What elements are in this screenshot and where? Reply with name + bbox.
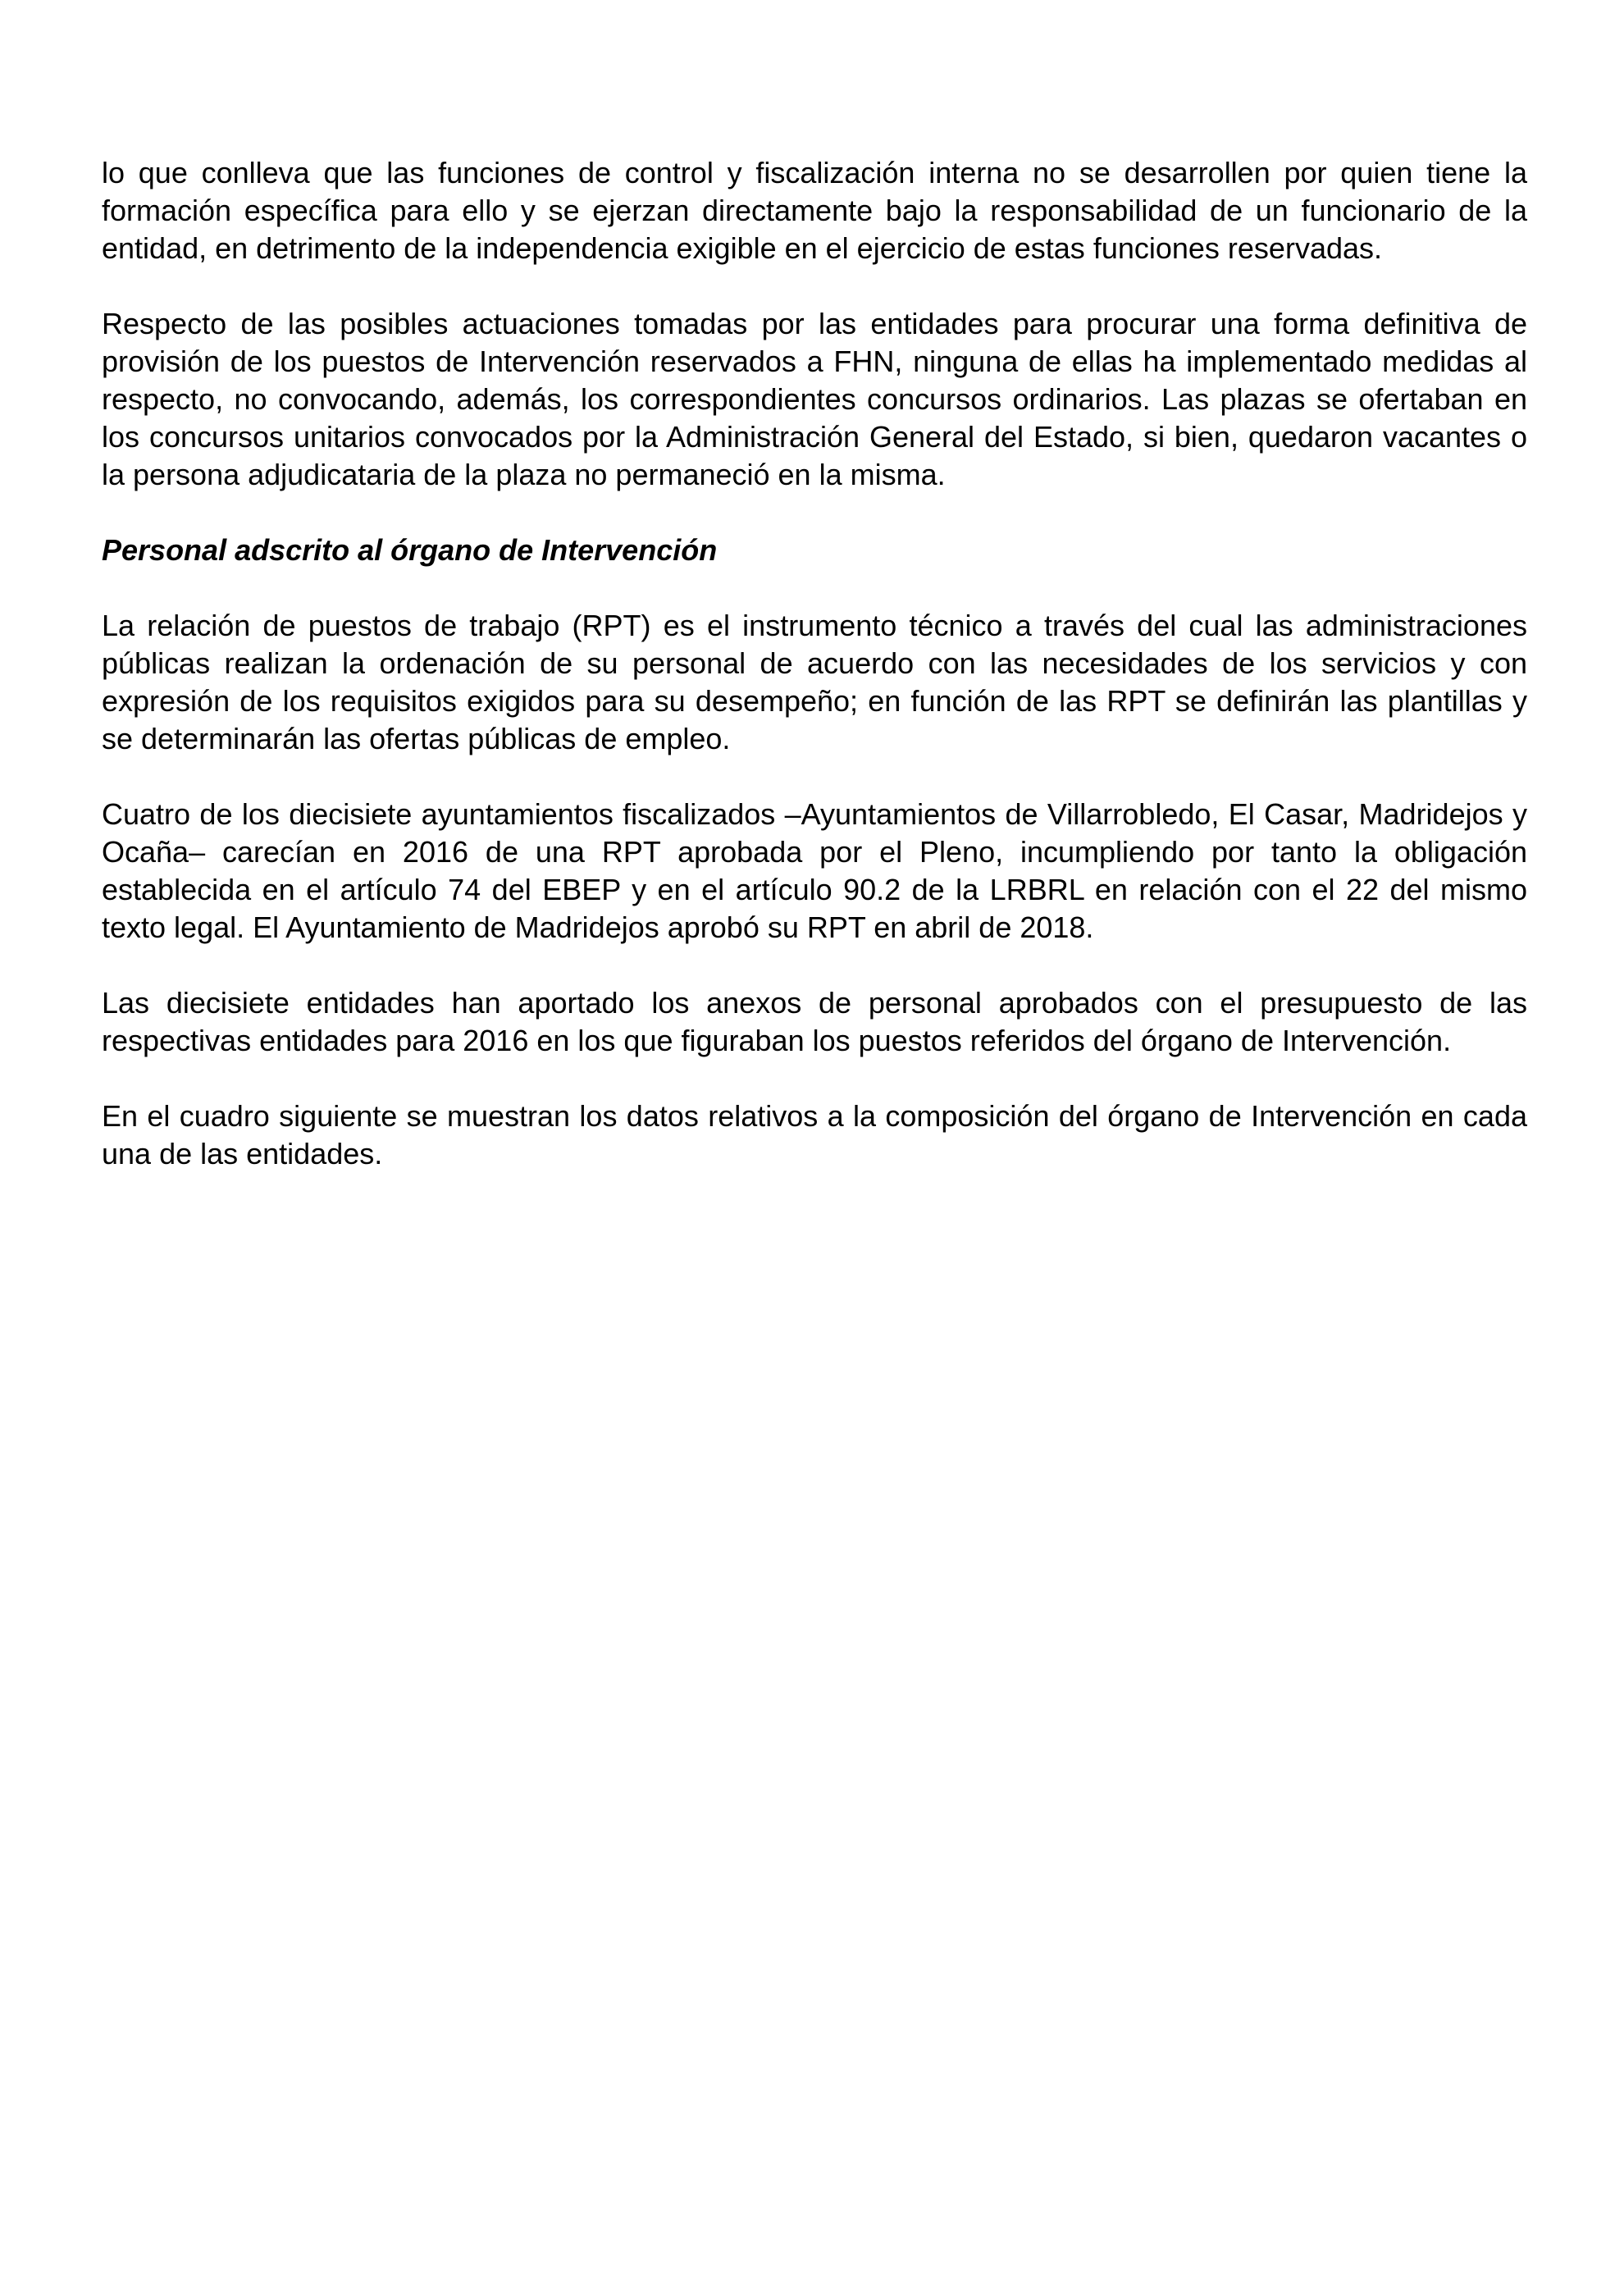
paragraph-rpt-definicion: La relación de puestos de trabajo (RPT) es el instrumento técnico a través del cual las administraciones públicas realizan la ordenación de su personal de acuerdo con las necesidades de los servicios y con expresión de los requisitos exigidos para su desempeño; en función de las RPT se definirán las plantillas y se determinarán las ofertas públicas de empleo. xyxy=(102,609,1527,755)
section-heading: Personal adscrito al órgano de Intervención xyxy=(102,533,718,567)
paragraph-ayuntamientos-sin-rpt: Cuatro de los diecisiete ayuntamientos fiscalizados –Ayuntamientos de Villarrobledo, El Casar, Madridejos y Ocaña– carecían en 2016 de una RPT aprobada por el Pleno, incumpliendo por tanto la obligación establecida en el artículo 74 del EBEP y en el artículo 90.2 de la LRBRL en relación con el 22 del mismo texto legal. El Ayuntamiento de Madridejos aprobó su RPT en abril de 2018. xyxy=(102,797,1527,944)
paragraph-control-fiscalizacion: lo que conlleva que las funciones de control y fiscalización interna no se desarrollen por quien tiene la formación específica para ello y se ejerzan directamente bajo la responsabilidad de un funcionario de la entidad, en detrimento de la independencia exigible en el ejercicio de estas funciones reservadas. xyxy=(102,156,1527,265)
document-page xyxy=(102,154,1527,1211)
paragraph-anexos-personal: Las diecisiete entidades han aportado los anexos de personal aprobados con el presupuesto de las respectivas entidades para 2016 en los que figuraban los puestos referidos del órgano de Intervención. xyxy=(102,986,1527,1057)
paragraph-provision-puestos: Respecto de las posibles actuaciones tomadas por las entidades para procurar una forma definitiva de provisión de los puestos de Intervención reservados a FHN, ninguna de ellas ha implementado medidas al respecto, no convocando, además, los correspondientes concursos ordinarios. Las plazas se ofertaban en los concursos unitarios convocados por la Administración General del Estado, si bien, quedaron vacantes o la persona adjudicataria de la plaza no permaneció en la misma. xyxy=(102,307,1527,491)
paragraph-cuadro-siguiente: En el cuadro siguiente se muestran los datos relativos a la composición del órgano de Intervención en cada una de las entidades. xyxy=(102,1099,1527,1170)
